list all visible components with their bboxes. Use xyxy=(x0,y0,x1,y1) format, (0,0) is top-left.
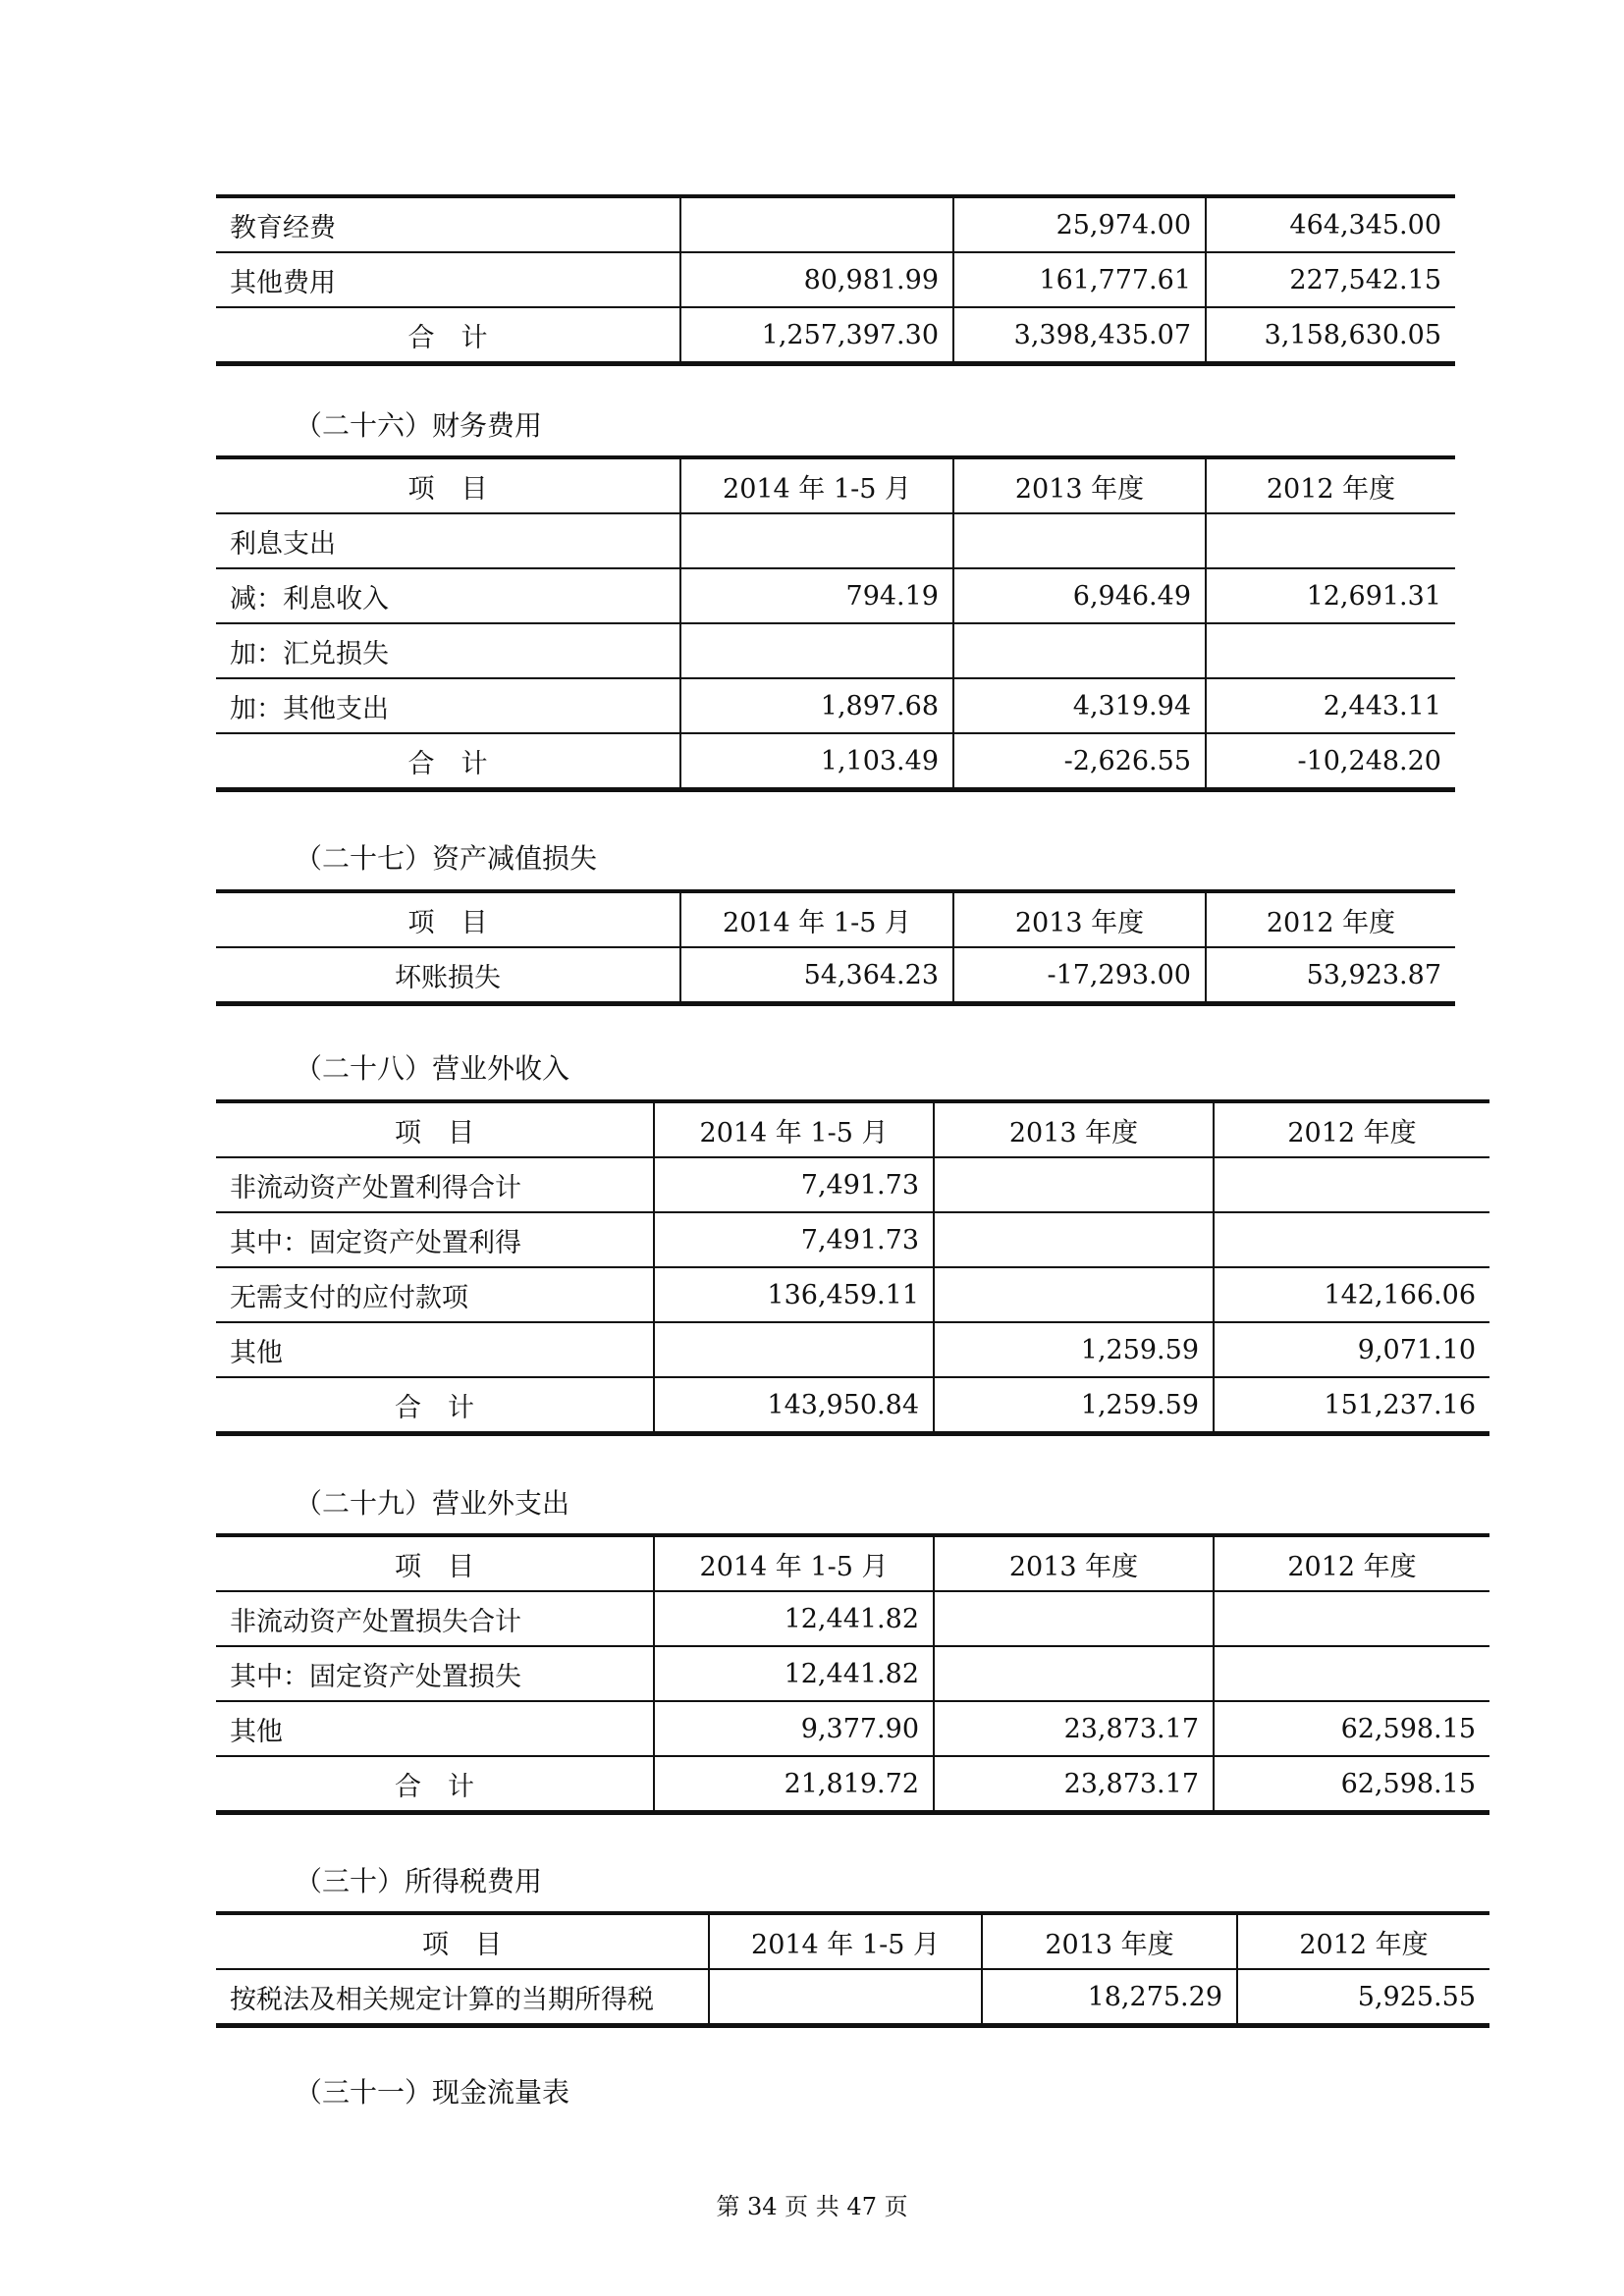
row-label: 加：汇兑损失 xyxy=(216,623,680,678)
cell-2013 xyxy=(934,1267,1214,1322)
cell-2013 xyxy=(934,1591,1214,1646)
column-header: 2014 年 1-5 月 xyxy=(680,457,953,513)
row-label: 其他 xyxy=(216,1701,654,1756)
column-header: 2014 年 1-5 月 xyxy=(654,1101,934,1157)
row-label: 按税法及相关规定计算的当期所得税 xyxy=(216,1969,709,2026)
row-label: 合 计 xyxy=(216,1756,654,1813)
finance-expense-table xyxy=(216,455,1455,792)
table-row xyxy=(216,196,1455,252)
cell-2012: 464,345.00 xyxy=(1206,196,1455,252)
row-label: 非流动资产处置损失合计 xyxy=(216,1591,654,1646)
cell-2014 xyxy=(654,1322,934,1377)
cell-2014: 80,981.99 xyxy=(680,252,953,307)
cell-2014: 9,377.90 xyxy=(654,1701,934,1756)
cell-2012: 9,071.10 xyxy=(1214,1322,1489,1377)
cell-2013: 1,259.59 xyxy=(934,1322,1214,1377)
section-heading-30: （三十）所得税费用 xyxy=(295,1865,543,1897)
section-heading-29: （二十九）营业外支出 xyxy=(295,1487,570,1520)
cell-2013: 3,398,435.07 xyxy=(953,307,1206,364)
row-label: 其他 xyxy=(216,1322,654,1377)
cell-2012: 151,237.16 xyxy=(1214,1377,1489,1434)
cell-2014: 1,257,397.30 xyxy=(680,307,953,364)
total-row xyxy=(216,1756,1489,1813)
row-label: 利息支出 xyxy=(216,513,680,568)
cell-2013: 4,319.94 xyxy=(953,678,1206,733)
table-row xyxy=(216,1701,1489,1756)
cell-2013: 25,974.00 xyxy=(953,196,1206,252)
cell-2013: 161,777.61 xyxy=(953,252,1206,307)
total-row xyxy=(216,1377,1489,1434)
table-header-row xyxy=(216,1535,1489,1591)
table-row xyxy=(216,252,1455,307)
table-row xyxy=(216,1322,1489,1377)
cell-2013: 6,946.49 xyxy=(953,568,1206,623)
table-row xyxy=(216,1646,1489,1701)
column-header: 2014 年 1-5 月 xyxy=(654,1535,934,1591)
cell-2012 xyxy=(1214,1591,1489,1646)
cell-2013 xyxy=(953,623,1206,678)
column-header: 2013 年度 xyxy=(934,1101,1214,1157)
row-label: 无需支付的应付款项 xyxy=(216,1267,654,1322)
cell-2013 xyxy=(934,1212,1214,1267)
cell-2014: 794.19 xyxy=(680,568,953,623)
table-row xyxy=(216,1157,1489,1212)
cell-2014: 7,491.73 xyxy=(654,1157,934,1212)
cell-2014: 21,819.72 xyxy=(654,1756,934,1813)
column-header: 2014 年 1-5 月 xyxy=(709,1913,982,1969)
table-row xyxy=(216,623,1455,678)
section-heading-27: （二十七）资产减值损失 xyxy=(295,842,598,875)
expense-table-continued xyxy=(216,194,1455,366)
column-header: 2013 年度 xyxy=(953,891,1206,947)
row-label: 坏账损失 xyxy=(216,947,680,1004)
cell-2012 xyxy=(1214,1212,1489,1267)
cell-2012 xyxy=(1206,513,1455,568)
table-header-row xyxy=(216,457,1455,513)
column-header: 项 目 xyxy=(216,457,680,513)
cell-2012 xyxy=(1214,1157,1489,1212)
cell-2013: -2,626.55 xyxy=(953,733,1206,790)
row-label: 合 计 xyxy=(216,307,680,364)
row-label: 其他费用 xyxy=(216,252,680,307)
row-label: 合 计 xyxy=(216,733,680,790)
cell-2014: 7,491.73 xyxy=(654,1212,934,1267)
cell-2012: 62,598.15 xyxy=(1214,1756,1489,1813)
cell-2012: 227,542.15 xyxy=(1206,252,1455,307)
cell-2014 xyxy=(680,196,953,252)
income-tax-table xyxy=(216,1911,1489,2028)
cell-2012: 53,923.87 xyxy=(1206,947,1455,1004)
cell-2013: 23,873.17 xyxy=(934,1756,1214,1813)
cell-2014: 12,441.82 xyxy=(654,1646,934,1701)
table-row xyxy=(216,1212,1489,1267)
cell-2013: 23,873.17 xyxy=(934,1701,1214,1756)
row-label: 非流动资产处置利得合计 xyxy=(216,1157,654,1212)
table-header-row xyxy=(216,1101,1489,1157)
non-operating-expense-table xyxy=(216,1533,1489,1815)
cell-2012: 142,166.06 xyxy=(1214,1267,1489,1322)
cell-2013: 18,275.29 xyxy=(982,1969,1237,2026)
cell-2012: 62,598.15 xyxy=(1214,1701,1489,1756)
total-row xyxy=(216,307,1455,364)
cell-2014 xyxy=(680,513,953,568)
table-row xyxy=(216,1591,1489,1646)
row-label: 教育经费 xyxy=(216,196,680,252)
cell-2012: 12,691.31 xyxy=(1206,568,1455,623)
cell-2014: 136,459.11 xyxy=(654,1267,934,1322)
table-row xyxy=(216,678,1455,733)
cell-2013 xyxy=(934,1157,1214,1212)
column-header: 2013 年度 xyxy=(982,1913,1237,1969)
row-label: 合 计 xyxy=(216,1377,654,1434)
cell-2012 xyxy=(1206,623,1455,678)
table-header-row xyxy=(216,891,1455,947)
table-header-row xyxy=(216,1913,1489,1969)
table-row xyxy=(216,1267,1489,1322)
cell-2013: -17,293.00 xyxy=(953,947,1206,1004)
column-header: 项 目 xyxy=(216,1535,654,1591)
table-row xyxy=(216,1969,1489,2026)
row-label: 加：其他支出 xyxy=(216,678,680,733)
section-heading-26: （二十六）财务费用 xyxy=(295,409,543,442)
row-label: 减：利息收入 xyxy=(216,568,680,623)
page-footer: 第 34 页 共 47 页 xyxy=(716,2193,908,2220)
non-operating-income-table xyxy=(216,1099,1489,1436)
column-header: 2014 年 1-5 月 xyxy=(680,891,953,947)
table-row xyxy=(216,513,1455,568)
column-header: 2012 年度 xyxy=(1214,1535,1489,1591)
asset-impairment-table xyxy=(216,889,1455,1006)
cell-2014: 143,950.84 xyxy=(654,1377,934,1434)
cell-2014: 1,897.68 xyxy=(680,678,953,733)
column-header: 项 目 xyxy=(216,891,680,947)
column-header: 2012 年度 xyxy=(1206,457,1455,513)
row-label: 其中：固定资产处置损失 xyxy=(216,1646,654,1701)
column-header: 2012 年度 xyxy=(1206,891,1455,947)
section-heading-28: （二十八）营业外收入 xyxy=(295,1052,570,1085)
column-header: 项 目 xyxy=(216,1101,654,1157)
column-header: 2012 年度 xyxy=(1214,1101,1489,1157)
total-row xyxy=(216,733,1455,790)
cell-2013 xyxy=(934,1646,1214,1701)
table-row xyxy=(216,947,1455,1004)
cell-2014 xyxy=(709,1969,982,2026)
table-row xyxy=(216,568,1455,623)
cell-2012: 2,443.11 xyxy=(1206,678,1455,733)
column-header: 2013 年度 xyxy=(934,1535,1214,1591)
cell-2012: 5,925.55 xyxy=(1237,1969,1489,2026)
cell-2012: -10,248.20 xyxy=(1206,733,1455,790)
cell-2014 xyxy=(680,623,953,678)
column-header: 2012 年度 xyxy=(1237,1913,1489,1969)
cell-2013 xyxy=(953,513,1206,568)
cell-2013: 1,259.59 xyxy=(934,1377,1214,1434)
column-header: 项 目 xyxy=(216,1913,709,1969)
row-label: 其中：固定资产处置利得 xyxy=(216,1212,654,1267)
cell-2012 xyxy=(1214,1646,1489,1701)
section-heading-31: （三十一）现金流量表 xyxy=(295,2076,570,2109)
cell-2014: 54,364.23 xyxy=(680,947,953,1004)
cell-2014: 12,441.82 xyxy=(654,1591,934,1646)
column-header: 2013 年度 xyxy=(953,457,1206,513)
cell-2012: 3,158,630.05 xyxy=(1206,307,1455,364)
cell-2014: 1,103.49 xyxy=(680,733,953,790)
